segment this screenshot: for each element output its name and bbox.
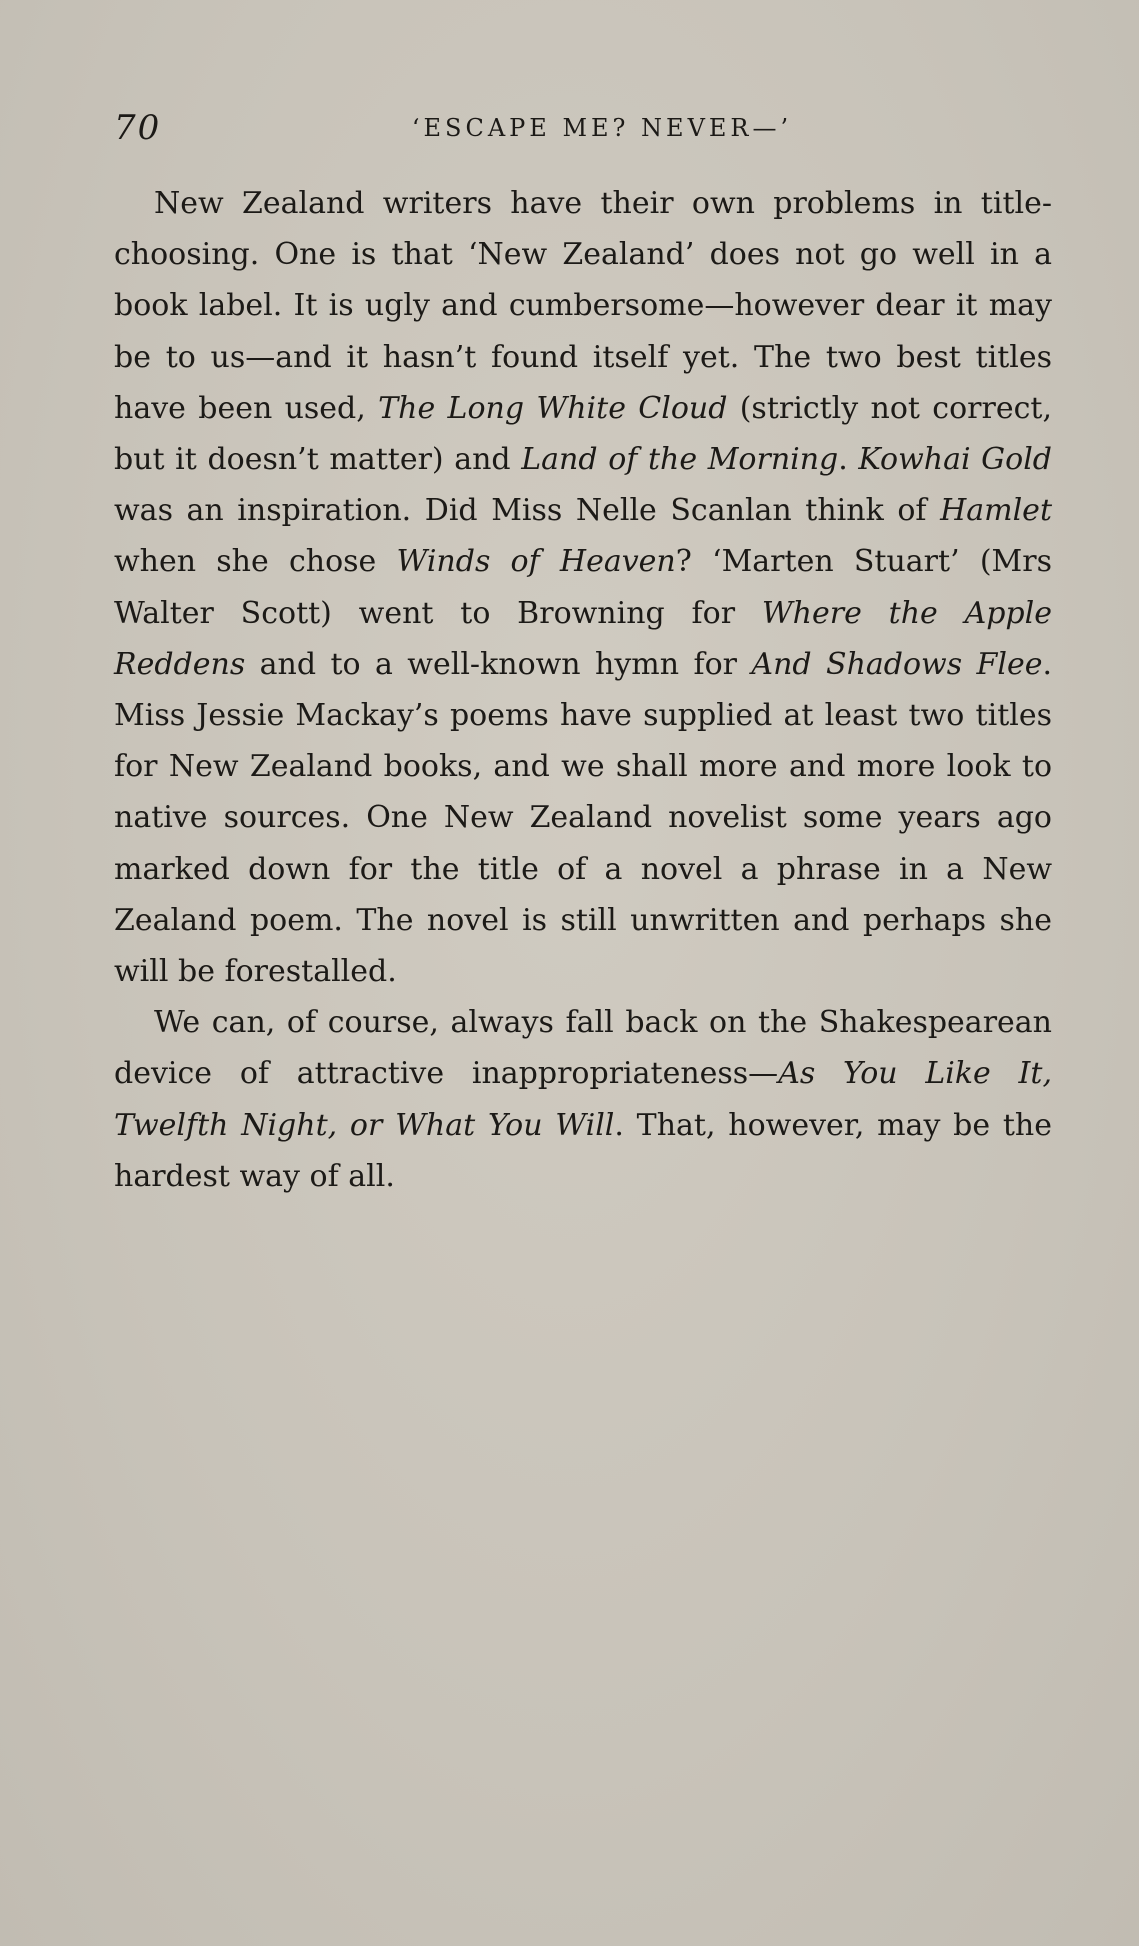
text-segment: . xyxy=(838,442,859,478)
text-segment: ? ‘Marten Stuart’ (Mrs Walter Scott) went to Browning for xyxy=(114,544,1052,631)
page-header xyxy=(114,108,1054,156)
text-segment: (strictly not correct, but it doesn’t matter) and xyxy=(114,390,1053,478)
body-text xyxy=(114,178,1052,1202)
text-segment: and to a well-known hymn for xyxy=(245,646,752,682)
running-head: ‘ESCAPE ME? NEVER—’ xyxy=(411,114,793,142)
book-title: The Long White Cloud xyxy=(378,390,728,426)
book-title: Kowhai Gold xyxy=(858,442,1053,478)
paragraph-2 xyxy=(114,997,1052,1202)
text-segment: was an inspiration. Did Miss Nelle Scanlan think of xyxy=(114,493,941,529)
text-segment: . Miss Jessie Mackay’s poems have supplied at least two titles for New Zealand books, and we shall more and more look to native sources. One New Zealand novelist some years ago marked down for the title of a novel a phrase in a New Zealand poem. The novel is still unwritten and perhaps she will be forestalled. xyxy=(114,646,1053,990)
book-title: Winds of Heaven xyxy=(396,544,676,580)
text-segment: New Zealand writers have their own problems in title-choosing. One is that ‘New Zealand’ does not go well in a book label. It is ugly and cumbersome—however dear it may be to us—and it hasn’t found itself yet. The two best titles have been used, xyxy=(114,186,1052,426)
paragraph-1 xyxy=(114,178,1052,997)
text-segment: . That, however, may be the hardest way of all. xyxy=(114,1107,1053,1194)
book-title: Where the Apple Reddens xyxy=(114,595,1052,682)
play-title: Hamlet xyxy=(940,493,1052,529)
text-segment: when she chose xyxy=(114,544,397,580)
page-number: 70 xyxy=(114,108,162,148)
play-titles: As You Like It, Twelfth Night, or What You Will xyxy=(114,1056,1052,1143)
book-title: Land of the Morning xyxy=(521,442,839,478)
book-title: And Shadows Flee xyxy=(751,646,1043,682)
text-segment: We can, of course, always fall back on the Shakespearean device of attractive inappropriateness— xyxy=(114,1005,1052,1092)
